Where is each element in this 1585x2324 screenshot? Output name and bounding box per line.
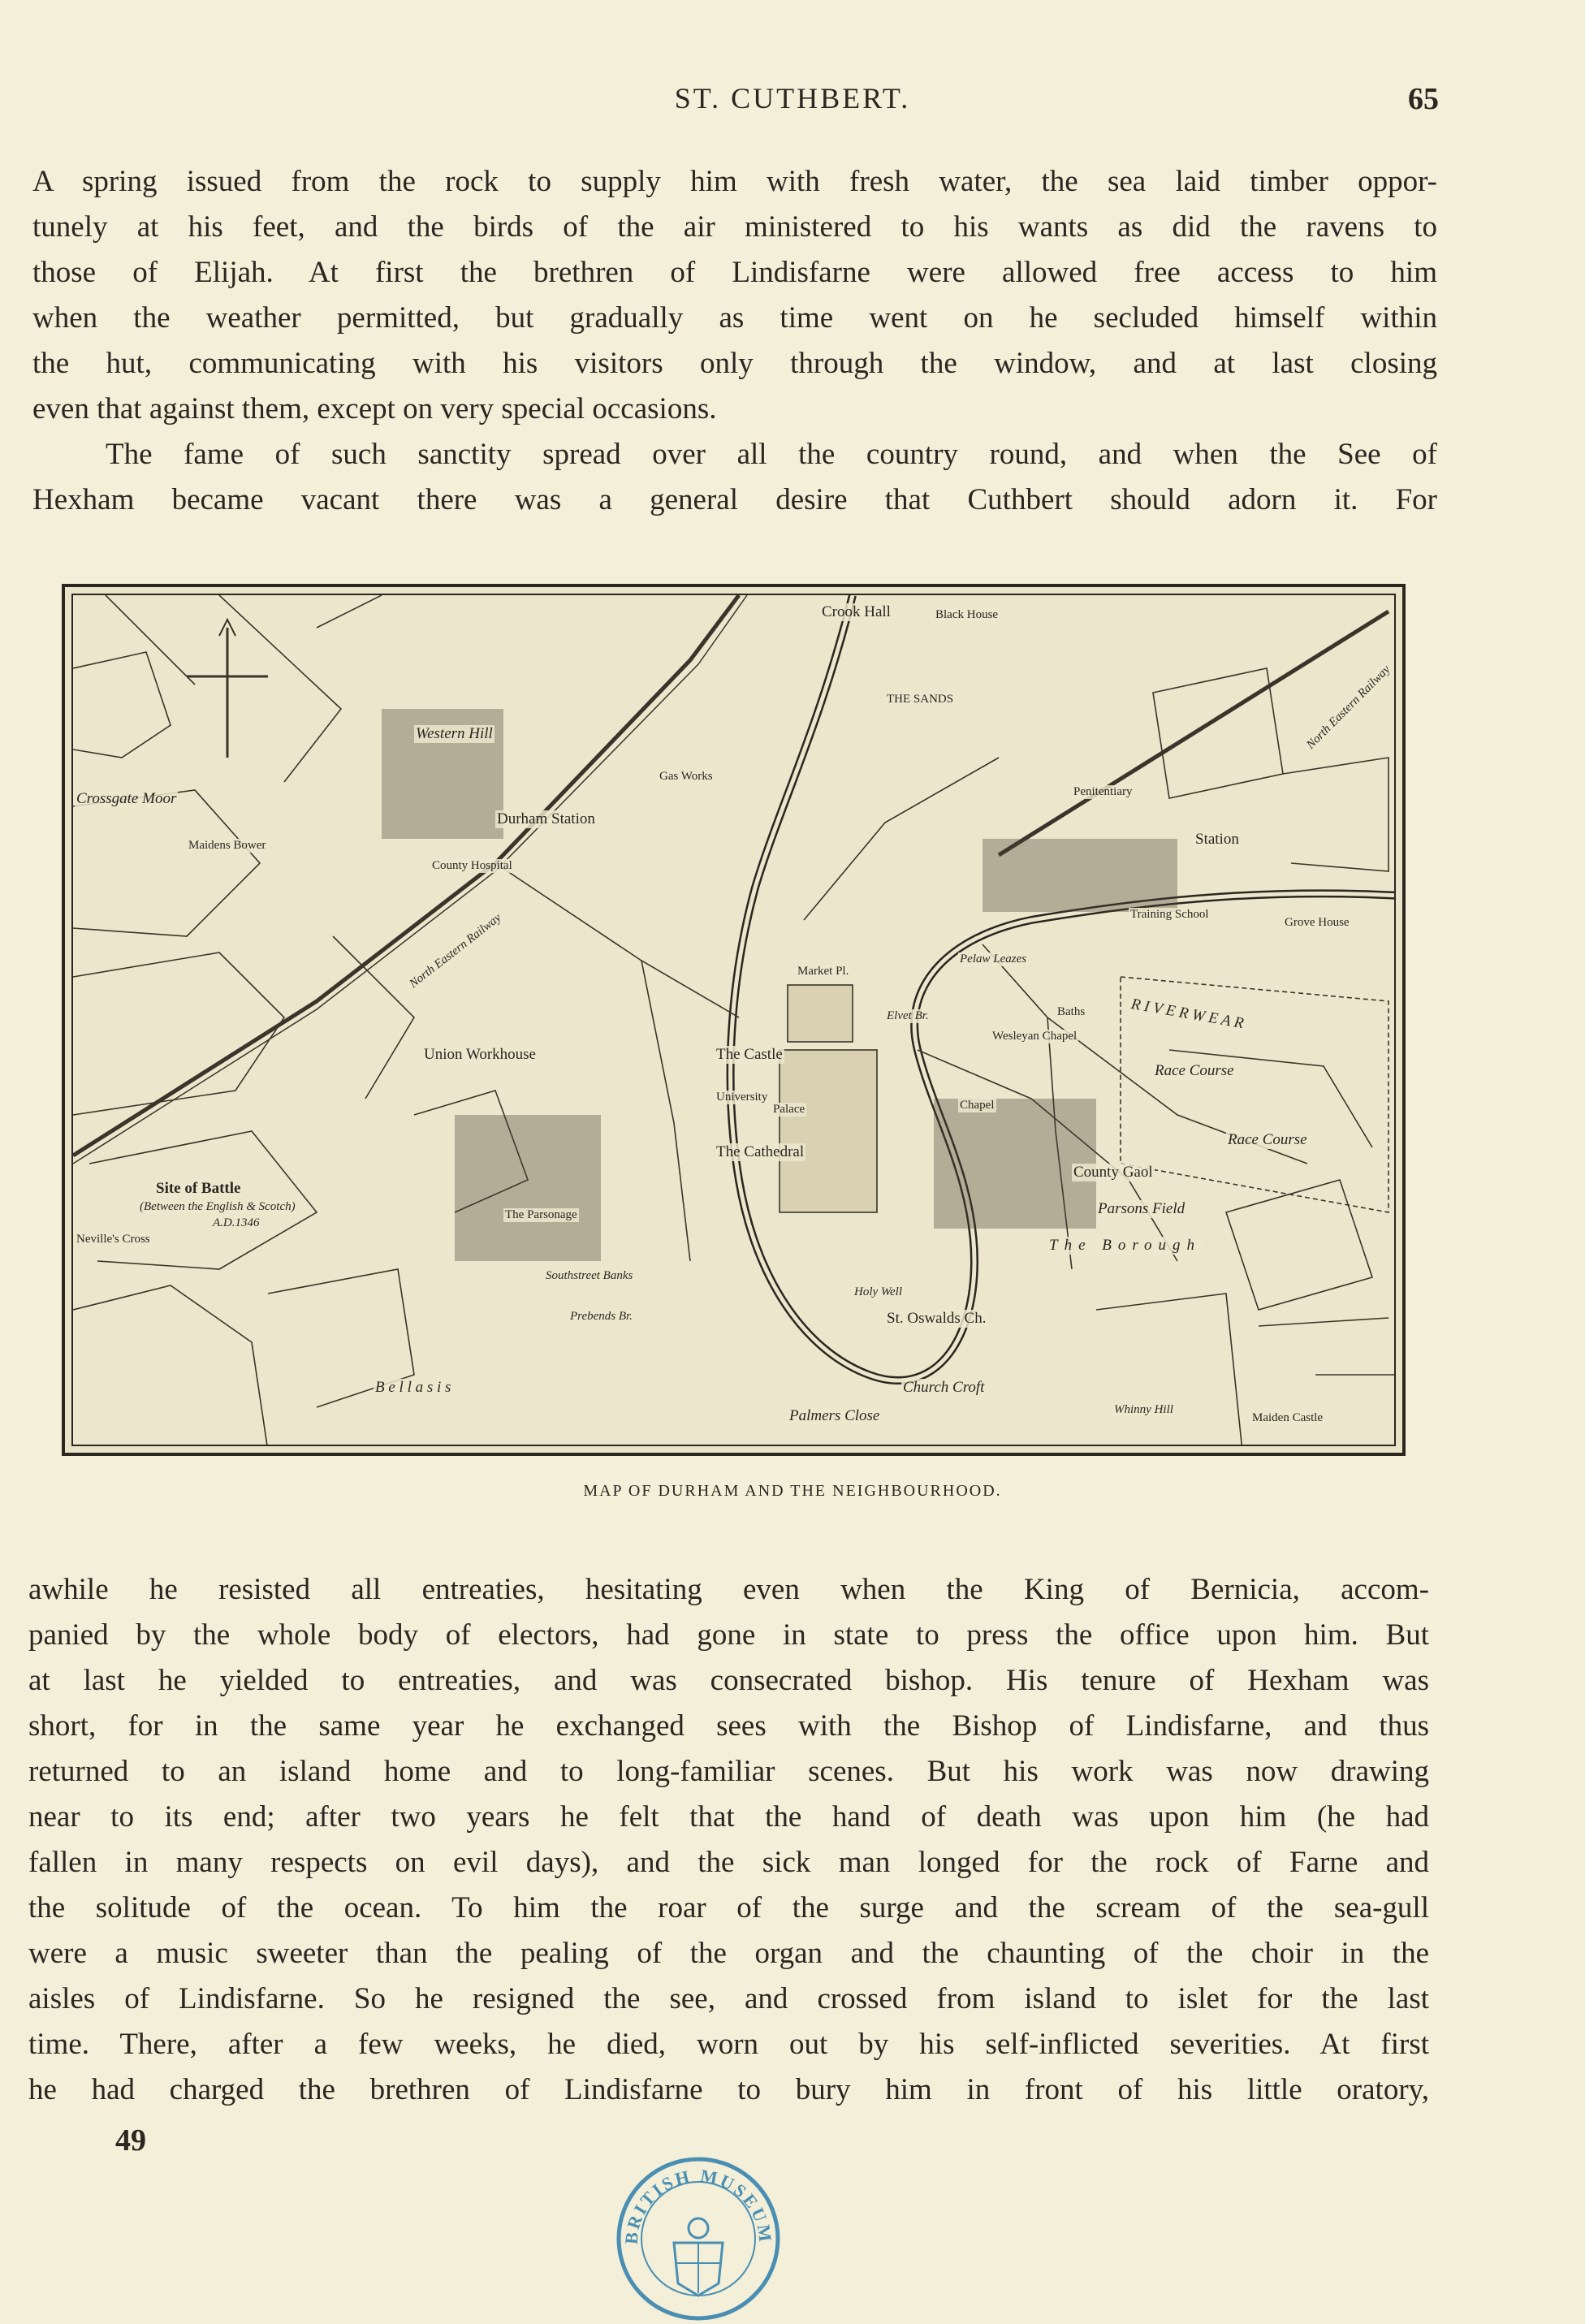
map-label: Church Croft (903, 1379, 985, 1396)
map-drawing (71, 594, 1396, 1446)
map-label: B e l l a s i s (375, 1379, 451, 1396)
map-label: Parsons Field (1098, 1200, 1186, 1217)
map-label: Crook Hall (822, 603, 891, 620)
text-line: aisles of Lindisfarne. So he resigned the see, and crossed from island to islet for the last (28, 1982, 1429, 2015)
map-label: St. Oswalds Ch. (887, 1310, 987, 1327)
map-label: Market Pl. (797, 965, 849, 978)
text-line: were a music sweeter than the pealing of the organ and the chaunting of the choir in the (28, 1937, 1429, 1970)
text-line: even that against them, except on very special occasions. (32, 392, 717, 425)
castle-block (788, 985, 853, 1042)
field-boundary (317, 595, 382, 628)
map-label: Chapel (960, 1099, 995, 1112)
map-label: Neville's Cross (76, 1233, 150, 1246)
text-line: he had charged the brethren of Lindisfarne to bury him in front of his little oratory, (28, 2073, 1429, 2106)
text-line: the solitude of the ocean. To him the roar of the surge and the scream of the sea-gull (28, 1891, 1429, 1924)
text-line: awhile he resisted all entreaties, hesitating even when the King of Bernicia, accom- (28, 1573, 1429, 1606)
field-boundary (333, 936, 414, 1099)
map-label: Whinny Hill (1114, 1403, 1173, 1416)
map-label: Station (1195, 831, 1239, 848)
map-label: Site of Battle (156, 1180, 241, 1197)
map-label: Palace (773, 1103, 805, 1116)
map-label: Grove House (1285, 916, 1350, 929)
street (495, 863, 739, 1017)
field-boundary (1259, 1318, 1388, 1326)
running-head (0, 81, 1585, 122)
field-boundary (1226, 1180, 1372, 1310)
map-label: Black House (935, 608, 999, 621)
text-line: tunely at his feet, and the birds of the air ministered to his wants as did the ravens to (32, 210, 1437, 244)
text-line: returned to an island home and to long-familiar scenes. But his work was now drawing (28, 1755, 1429, 1788)
map-label: The Borough (1049, 1237, 1202, 1254)
map-caption: MAP OF DURHAM AND THE NEIGHBOURHOOD. (583, 1482, 1002, 1500)
text-line: panied by the whole body of electors, had gone in state to press the office upon him. But (28, 1618, 1429, 1652)
map-label: North Eastern Railway (406, 910, 506, 992)
map-label: Elvet Br. (887, 1009, 929, 1022)
map-label: The Cathedral (716, 1143, 805, 1160)
text-line: fallen in many respects on evil days), and the sick man longed for the rock of Farne and (28, 1846, 1429, 1879)
map-label: THE SANDS (887, 693, 954, 706)
text-line: A spring issued from the rock to supply him with fresh water, the sea laid timber oppor- (32, 165, 1437, 198)
text-line: The fame of such sanctity spread over all the country round, and when the See of (106, 438, 1437, 471)
map-label: Crossgate Moor (76, 790, 177, 807)
map-label: County Gaol (1073, 1164, 1153, 1181)
map-label: (Between the English & Scotch) (140, 1200, 296, 1213)
map-label: Western Hill (416, 725, 493, 742)
text-line: short, for in the same year he exchanged sees with the Bishop of Lindisfarne, and thus (28, 1709, 1429, 1743)
paragraph-2 (32, 432, 1437, 523)
map-label: R I V E R W E A R (1128, 996, 1246, 1034)
map-label: Penitentiary (1073, 785, 1133, 798)
text-line: time. There, after a few weeks, he died, worn out by his self-inflicted severities. At first (28, 2028, 1429, 2061)
library-stamp (613, 2153, 784, 2324)
field-boundary (106, 595, 195, 685)
map-label: Baths (1057, 1005, 1086, 1018)
text-line: those of Elijah. At first the brethren of Lindisfarne were allowed free access to him (32, 256, 1437, 289)
text-line: the hut, communicating with his visitors only through the window, and at last closing (32, 347, 1437, 380)
map-label: County Hospital (432, 859, 512, 872)
map-label: Training School (1130, 908, 1209, 921)
map-label: Maiden Castle (1252, 1411, 1324, 1424)
text-block-top (32, 159, 1437, 523)
map-label: Palmers Close (789, 1407, 880, 1424)
text-block-bottom (28, 1567, 1429, 2113)
map-label: Maidens Bower (188, 839, 266, 852)
field-boundary (1096, 1294, 1242, 1446)
town-hatching (983, 839, 1177, 912)
railway-line (73, 595, 747, 1164)
field-boundary (1315, 1375, 1396, 1446)
running-title: ST. CUTHBERT. (674, 82, 911, 114)
map-label: North Eastern Railway (1303, 662, 1395, 754)
field-boundary (73, 1285, 268, 1446)
railway-line (73, 595, 739, 1156)
text-line: when the weather permitted, but gradually as time went on he secluded himself within (32, 301, 1437, 335)
street (804, 758, 999, 920)
map-label: Holy Well (854, 1285, 903, 1298)
town-hatching (455, 1115, 601, 1261)
map-label: Race Course (1228, 1131, 1307, 1148)
stamp-text: BRITISH MUSEUM (620, 2165, 776, 2245)
map-label: Union Workhouse (424, 1046, 536, 1063)
map-label: Prebends Br. (570, 1310, 633, 1323)
map-label: The Castle (716, 1046, 783, 1063)
map-label: Durham Station (497, 810, 595, 827)
paragraph-1 (32, 159, 1437, 432)
map-label: Pelaw Leazes (960, 952, 1027, 965)
map-label: Southstreet Banks (546, 1269, 633, 1282)
map-durham (62, 584, 1406, 1456)
cathedral-block (780, 1050, 877, 1212)
map-label: The Parsonage (505, 1208, 577, 1221)
text-line: at last he yielded to entreaties, and was consecrated bishop. His tenure of Hexham was (28, 1664, 1429, 1697)
paragraph-3 (28, 1567, 1429, 2113)
map-label: Wesleyan Chapel (992, 1030, 1078, 1043)
map-label: A.D.1346 (213, 1216, 260, 1229)
text-line: near to its end; after two years he felt that the hand of death was upon him (he had (28, 1800, 1429, 1834)
field-boundary (1283, 758, 1388, 871)
field-boundary (219, 595, 341, 782)
field-boundary (73, 652, 171, 758)
crest-crown (689, 2218, 708, 2238)
text-line: Hexham became vacant there was a general desire that Cuthbert should adorn it. For (32, 483, 1437, 516)
signature-mark: 49 (115, 2123, 146, 2158)
street (641, 961, 690, 1261)
map-label: University (716, 1091, 768, 1104)
map-label: Race Course (1155, 1062, 1234, 1079)
map-label: Gas Works (659, 770, 713, 783)
page-number: 65 (1408, 82, 1439, 116)
field-boundary (73, 790, 260, 936)
